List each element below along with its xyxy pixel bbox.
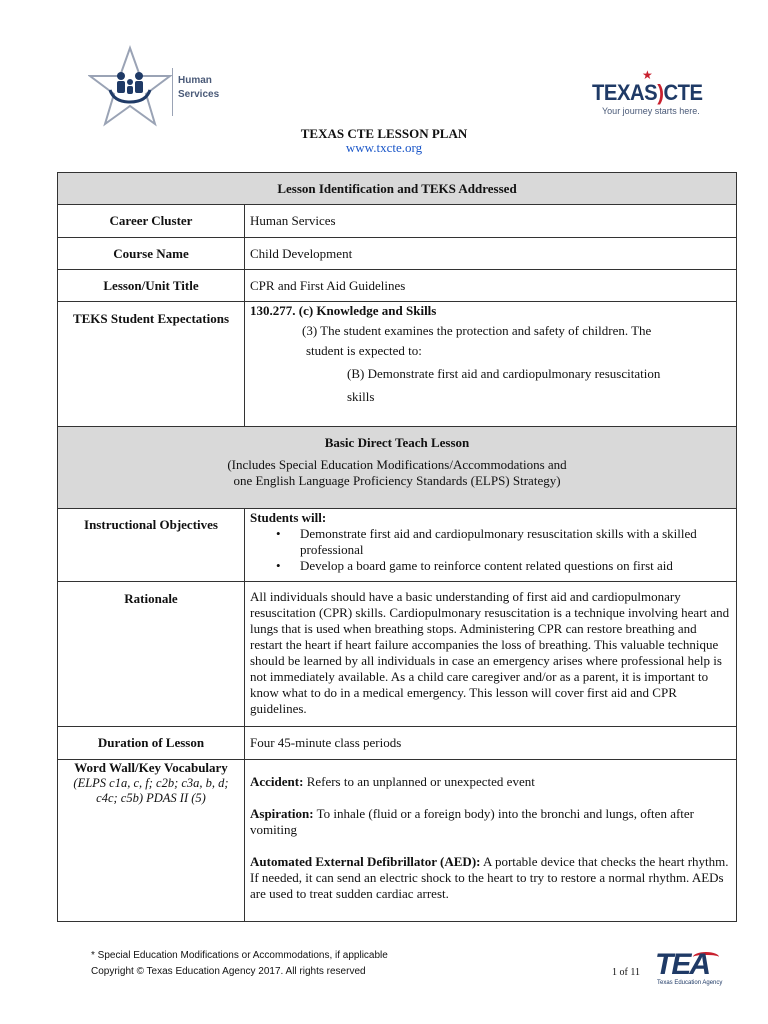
vocab-term: Automated External Defibrillator (AED): A portable device that checks the heart rhythm. If needed, it can send an electric shock to the heart to try to restore a normal rhythm. AEDs are used to treat sudden cardiac arrest. [250, 854, 729, 901]
teks-line: student is expected to: [306, 343, 422, 358]
logo-divider [172, 68, 173, 116]
rationale-label: Rationale [58, 582, 245, 727]
human-services-logo [88, 44, 218, 128]
teks-line: skills [347, 389, 375, 404]
duration-label: Duration of Lesson [58, 727, 245, 760]
website-link[interactable]: www.txcte.org [345, 140, 423, 155]
objectives-heading: Students will: [250, 510, 327, 525]
table-row [58, 302, 737, 427]
table-row [58, 238, 737, 270]
texas-cte-logo: ★ TEXAS)CTE Your journey starts here. [592, 68, 703, 116]
lesson-title-value: CPR and First Aid Guidelines [245, 270, 737, 302]
rationale-text: All individuals should have a basic understanding of first aid and cardiopulmonary resuscitation (CPR) skills. Cardiopulmonary resuscitation is a technique involving heart and lungs that is used when breathing stops. Administering CPR can restore breathing and restart the heart if heart failure accompanies the loss of breathing. This valuable technique should be learned by all individuals in case an emergency arises where professional help is not immediately available. As a child care caregiver and/or as a parent, it is important to know what to do in a medical emergency. This lesson will cover first aid and CPR guidelines. [245, 582, 737, 727]
table-row [58, 760, 737, 922]
footnote: * Special Education Modifications or Accommodations, if applicable [91, 950, 388, 961]
vocab-terms [245, 760, 737, 922]
copyright: Copyright © Texas Education Agency 2017. All rights reserved [91, 966, 366, 977]
star-icon: ★ [642, 68, 653, 82]
objectives-content [245, 509, 737, 582]
list-item: • Demonstrate first aid and cardiopulmonary resuscitation skills with a skilled professional [276, 526, 697, 557]
section-header-row [58, 427, 737, 509]
teks-line: (3) The student examines the protection and safety of children. The [302, 323, 652, 338]
table-row [58, 270, 737, 302]
logo-texas-text: TEXAS [592, 80, 658, 105]
section-header-row [58, 173, 737, 205]
teks-content [245, 302, 737, 427]
objectives-label: Instructional Objectives [58, 509, 245, 582]
vocab-label: Word Wall/Key Vocabulary (ELPS c1a, c, f; c2b; c3a, b, d; c4c; c5b) PDAS II (5) [58, 760, 245, 922]
table-row [58, 727, 737, 760]
bullet-icon: • [276, 558, 281, 573]
table-row [58, 582, 737, 727]
teks-heading: 130.277. (c) Knowledge and Skills [250, 303, 437, 318]
star-people-icon [88, 44, 172, 128]
page-number: 1 of 11 [612, 967, 640, 978]
vocab-term: Aspiration: To inhale (fluid or a foreign body) into the bronchi and lungs, often after vomiting [250, 806, 695, 837]
bullet-icon: • [276, 526, 281, 541]
teks-label: TEKS Student Expectations [58, 302, 245, 427]
tea-logo: TEA Texas Education Agency [655, 948, 723, 986]
teks-line: (B) Demonstrate first aid and cardiopulmonary resuscitation [347, 366, 661, 381]
lesson-plan-table [57, 172, 737, 922]
logo-cte-text: CTE [663, 80, 703, 105]
human-services-label: Human Services [178, 75, 220, 100]
logo-tagline: Your journey starts here. [602, 106, 700, 116]
table-row [58, 509, 737, 582]
vocab-term: Accident: Refers to an unplanned or unexpected event [250, 774, 535, 789]
duration-value: Four 45-minute class periods [245, 727, 737, 760]
lesson-title-label: Lesson/Unit Title [58, 270, 245, 302]
table-row [58, 205, 737, 238]
career-cluster-label: Career Cluster [58, 205, 245, 238]
course-name-label: Course Name [58, 238, 245, 270]
list-item: • Develop a board game to reinforce content related questions on first aid [276, 558, 673, 573]
career-cluster-value: Human Services [245, 205, 737, 238]
section-title-direct-teach: Basic Direct Teach Lesson (Includes Special Education Modifications/Accommodations and one English Language Proficiency Standards (ELPS) Strategy) [58, 427, 737, 509]
page-footer [91, 948, 388, 980]
section-title-identification: Lesson Identification and TEKS Addressed [58, 173, 737, 205]
page-title: TEXAS CTE LESSON PLAN [300, 126, 468, 141]
course-name-value: Child Development [245, 238, 737, 270]
